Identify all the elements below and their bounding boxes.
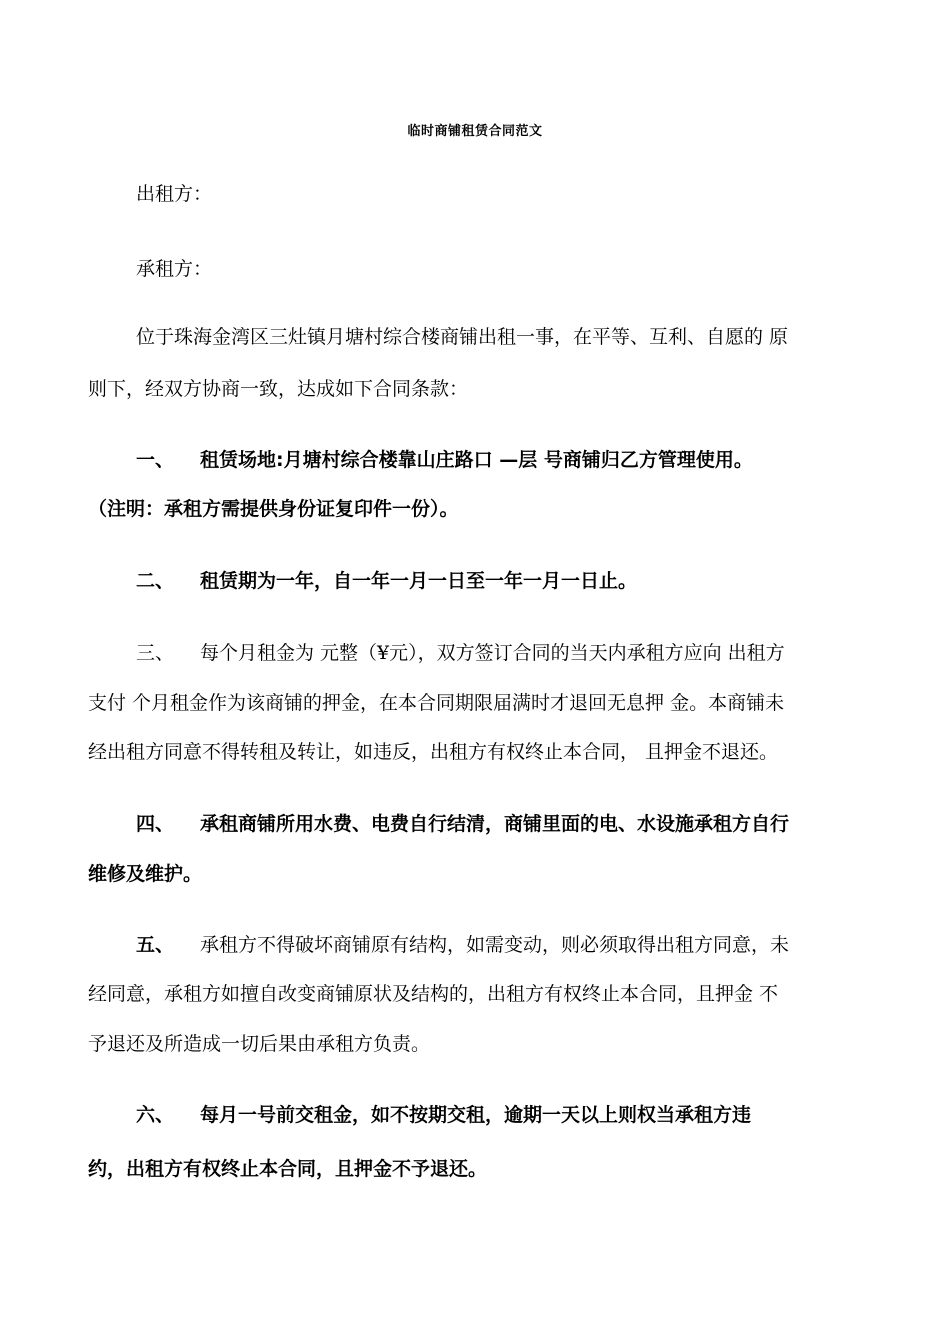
clause-2-text: 租赁期为一年，自一年一月一日至一年一月一日止。 xyxy=(200,570,638,592)
clause-3-text: 每个月租金为 元整（¥元），双方签订合同的当天内承租方应向 出租方 xyxy=(200,642,785,664)
clause-1-text: 租赁场地:月塘村综合楼靠山庄路口 —层 号商铺归乙方管理使用。 xyxy=(200,449,753,471)
clause-3-line-1 xyxy=(88,640,924,666)
clause-5-line-1 xyxy=(88,932,924,958)
lessor-line: 出租方： xyxy=(136,183,213,205)
clause-3-line-3: 经出租方同意不得转租及转让，如违反，出租方有权终止本合同， 且押金不退还。 xyxy=(88,741,779,763)
intro-line-2: 则下，经双方协商一致，达成如下合同条款： xyxy=(88,378,469,400)
clause-1-line-2: （注明：承租方需提供身份证复印件一份）。 xyxy=(88,498,459,520)
clause-5-line-3: 予退还及所造成一切后果由承租方负责。 xyxy=(88,1033,431,1055)
document-title: 临时商铺租赁合同范文 xyxy=(407,124,543,139)
clause-3-number: 三、 xyxy=(136,642,175,664)
clause-2-number: 二、 xyxy=(136,570,175,592)
clause-1-number: 一、 xyxy=(136,449,175,471)
clause-2-line-1 xyxy=(88,568,924,594)
clause-1-line-1 xyxy=(88,447,924,473)
intro-line-1: 位于珠海金湾区三灶镇月塘村综合楼商铺出租一事，在平等、互利、自愿的 原 xyxy=(136,326,789,348)
lessee-line: 承租方： xyxy=(136,258,213,280)
clause-6-text: 每月一号前交租金，如不按期交租，逾期一天以上则权当承租方违 xyxy=(200,1104,752,1126)
clause-6-number: 六、 xyxy=(136,1104,175,1126)
clause-4-number: 四、 xyxy=(136,813,175,835)
clause-3-line-2: 支付 个月租金作为该商铺的押金，在本合同期限届满时才退回无息押 金。本商铺未 xyxy=(88,692,785,714)
clause-6-line-1 xyxy=(88,1102,924,1128)
clause-4-line-2: 维修及维护。 xyxy=(88,863,203,885)
clause-6-line-2: 约，出租方有权终止本合同，且押金不予退还。 xyxy=(88,1158,488,1180)
clause-4-text: 承租商铺所用水费、电费自行结清，商铺里面的电、水设施承租方自行 xyxy=(200,813,790,835)
clause-4-line-1 xyxy=(88,811,924,837)
clause-5-text: 承租方不得破坏商铺原有结构，如需变动，则必须取得出租方同意，未 xyxy=(200,934,790,956)
clause-5-line-2: 经同意，承租方如擅自改变商铺原状及结构的，出租方有权终止本合同，且押金 不 xyxy=(88,983,779,1005)
clause-5-number: 五、 xyxy=(136,934,175,956)
